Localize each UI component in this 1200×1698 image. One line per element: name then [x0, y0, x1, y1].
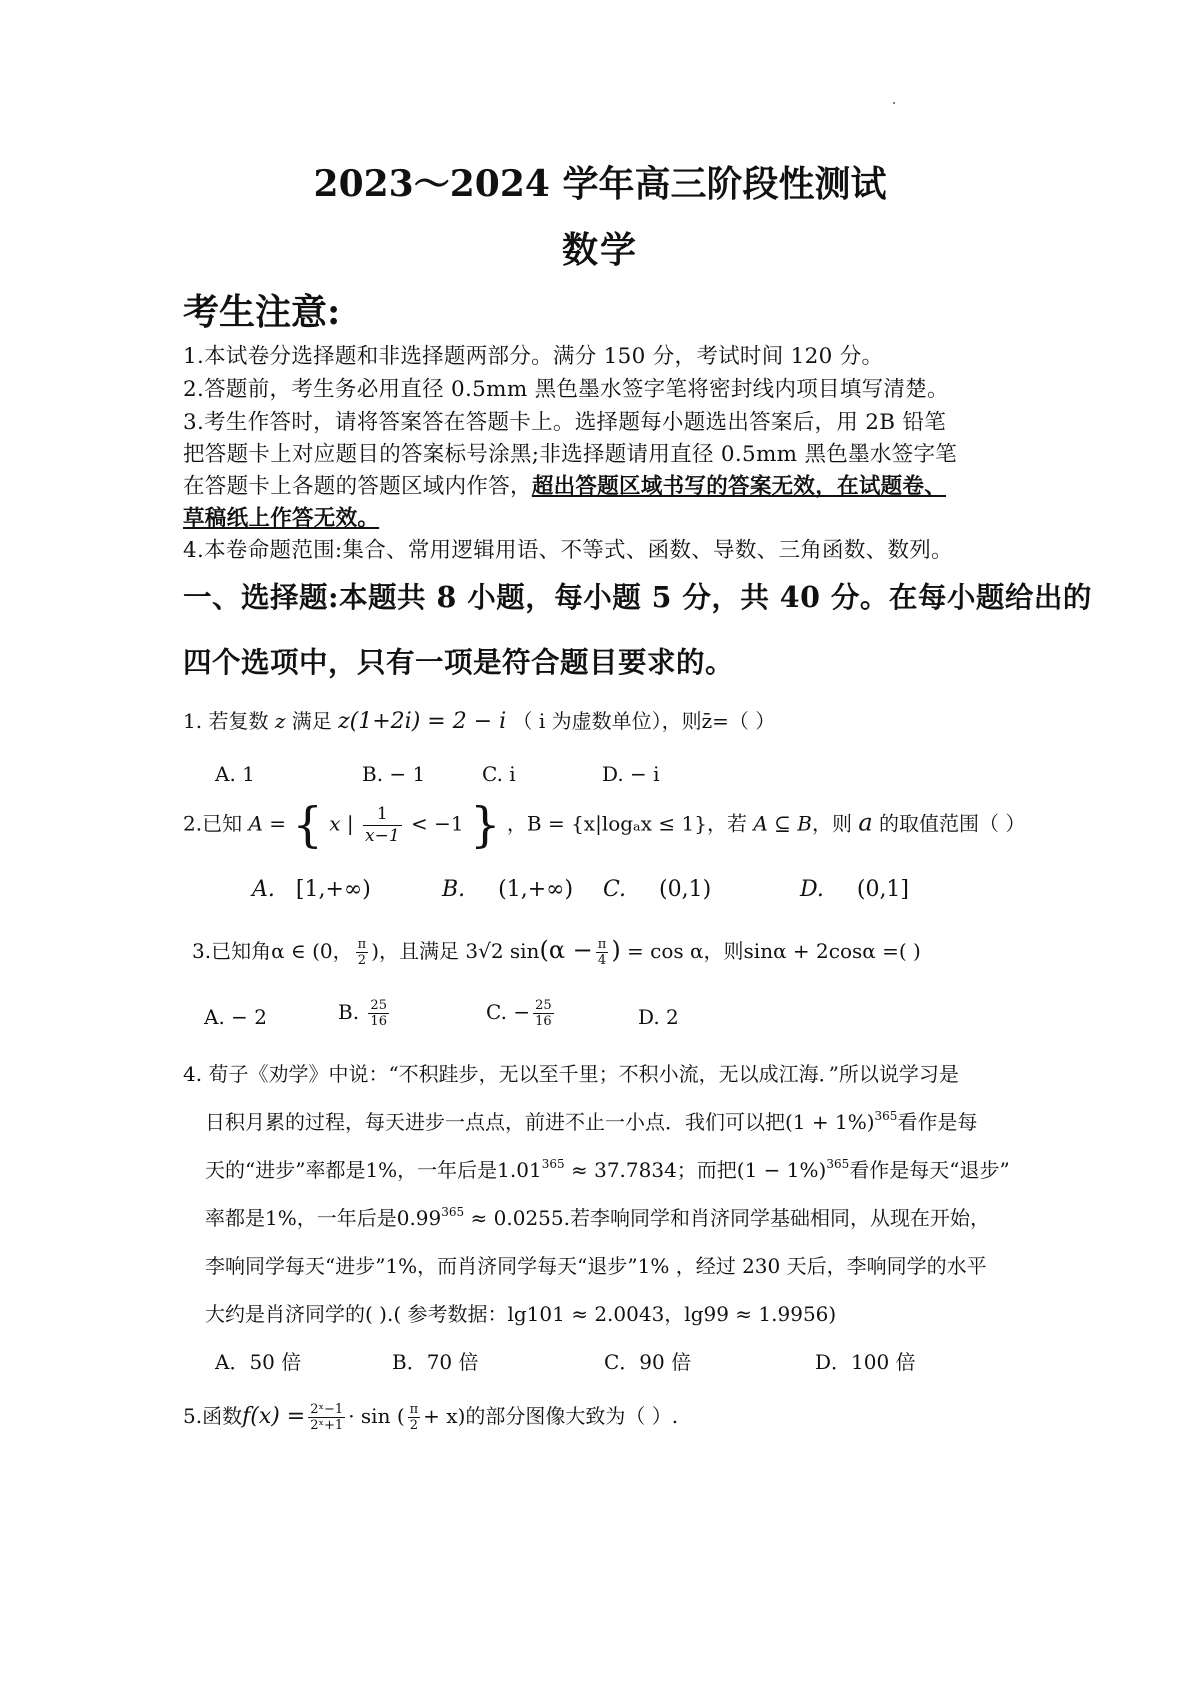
notice-item-4: 4.本卷命题范围:集合、常用逻辑用语、不等式、函数、导数、三角函数、数列。	[183, 538, 953, 563]
q3-option-c-fraction	[533, 998, 554, 1029]
notice-item-3-line-2: 把答题卡上对应题目的答案标号涂黑;非选择题请用直径 0.5mm 黑色墨水签字笔	[183, 442, 958, 467]
q5-frac-num: 2ˣ−1	[310, 1402, 344, 1417]
notice-item-3-warning: 超出答题区域书写的答案无效，在试题卷、	[531, 474, 947, 499]
q3-arg-den: 4	[597, 953, 607, 968]
q2-option-a-value: [1,+∞)	[295, 877, 371, 902]
q2-option-a	[252, 877, 371, 902]
q2-option-c-label: C.	[603, 877, 627, 902]
notice-item-3-plain: 在答题卡上各题的答题区域内作答，	[183, 474, 532, 499]
q1-variable: z	[274, 709, 286, 733]
q3-option-b-den: 16	[370, 1014, 387, 1029]
notice-item-3-warning-cont: 草稿纸上作答无效。	[183, 506, 380, 531]
q1-option-d: D. − i	[602, 762, 660, 786]
q2-option-d-label: D.	[800, 877, 824, 902]
q4-line-1: 4. 荀子《劝学》中说：“不积跬步，无以至千里；不积小流，无以成江海．”所以说学习是	[183, 1062, 959, 1086]
q2-option-a-label: A.	[252, 877, 275, 902]
q2-option-c	[603, 877, 711, 902]
q1-option-b: B. − 1	[362, 762, 426, 786]
q1-mid: 满足	[291, 709, 332, 733]
q3-arg-left: (α −	[539, 936, 593, 964]
q1-equation: z(1+2i) = 2 − i	[338, 709, 507, 734]
q3-option-c-den: 16	[535, 1014, 552, 1029]
q2-frac-num: 1	[363, 804, 402, 826]
q4-line-2-b: 看作是每	[897, 1110, 978, 1134]
question-2	[183, 797, 1025, 853]
q3-option-c-sign: −	[513, 1000, 531, 1024]
q3-pi-num: π	[357, 937, 367, 952]
q2-set-b: ，B = {x|logₐx ≤ 1}，若	[506, 811, 747, 836]
q2-set-a-label: A =	[248, 811, 287, 836]
q3-option-a	[204, 1005, 267, 1029]
q3-option-c-num: 25	[535, 998, 552, 1013]
q4-line-2-a: 日积月累的过程，每天进步一点点，前进不止一小点．我们可以把(1 + 1%)	[205, 1110, 875, 1134]
q4-line-4-exp: 365	[441, 1205, 465, 1219]
q3-mid: )，且满足 3√2 sin	[371, 939, 540, 963]
q4-line-4-b: ≈ 0.0255.若李响同学和肖济同学基础相同，从现在开始，	[464, 1206, 990, 1230]
q3-tail: = cos α，则sinα + 2cosα =( )	[620, 939, 921, 963]
notice-item-3-line-1: 3.考生作答时，请将答案答在答题卡上。选择题每小题选出答案后，用 2B 铅笔	[183, 410, 947, 435]
q5-tail: + x)的部分图像大致为（ ）.	[423, 1404, 679, 1428]
section-1-heading-line-2: 四个选项中，只有一项是符合题目要求的。	[183, 645, 735, 679]
right-brace: }	[470, 797, 501, 853]
notice-heading: 考生注意:	[183, 291, 341, 333]
question-3	[192, 935, 921, 968]
q3-arg-num: π	[597, 937, 607, 952]
q1-prefix: 1. 若复数	[183, 709, 269, 733]
q4-line-3-exp-1: 365	[541, 1157, 565, 1171]
q1-option-a: A. 1	[215, 762, 255, 786]
q2-a-var: a	[858, 808, 873, 837]
question-1	[183, 705, 775, 734]
q4-option-b: B．70 倍	[392, 1350, 479, 1374]
q4-line-4	[205, 1202, 990, 1231]
q3-pi-den: 2	[357, 953, 367, 968]
q2-option-b-value: (1,+∞)	[498, 877, 574, 902]
q4-line-2	[205, 1106, 977, 1135]
q3-option-a-value: − 2	[231, 1005, 268, 1029]
q4-line-5: 李响同学每天“进步”1%，而肖济同学每天“退步”1% ，经过 230 天后，李响同学的水平	[205, 1254, 987, 1278]
q2-frac-den: x−1	[365, 825, 400, 846]
left-brace: {	[292, 797, 323, 853]
q3-option-d	[638, 1005, 679, 1029]
q4-line-6: 大约是肖济同学的( ).( 参考数据：lg101 ≈ 2.0043，lg99 ≈ 1.9956)	[205, 1302, 837, 1326]
q4-line-3-a: 天的“进步”率都是1%，一年后是1.01	[205, 1158, 542, 1182]
q2-tail-2: 的取值范围（ ）	[879, 811, 1026, 836]
q4-option-a: A．50 倍	[215, 1350, 302, 1374]
q2-option-b	[442, 877, 573, 902]
q3-option-b-num: 25	[370, 998, 387, 1013]
q5-frac-den: 2ˣ+1	[310, 1418, 344, 1433]
notice-item-1: 1.本试卷分选择题和非选择题两部分。满分 150 分，考试时间 120 分。	[183, 344, 884, 369]
section-1-heading-line-1: 一、选择题:本题共 8 小题，每小题 5 分，共 40 分。在每小题给出的	[183, 580, 1092, 614]
q2-prefix: 2.已知	[183, 811, 243, 836]
q2-option-b-label: B.	[442, 877, 466, 902]
q2-condition: A ⊆ B	[753, 811, 812, 836]
q2-option-c-value: (0,1)	[659, 877, 712, 902]
q3-arg-right: )	[611, 936, 621, 964]
exam-subject: 数学	[561, 229, 638, 271]
q4-option-c: C．90 倍	[604, 1350, 692, 1374]
q5-pi-num: π	[409, 1402, 419, 1417]
q2-set-a-var: x |	[329, 811, 354, 836]
q3-option-b-label: B.	[338, 1000, 360, 1024]
q4-option-d: D．100 倍	[815, 1350, 916, 1374]
q3-prefix: 3.已知角α ∈ (0，	[192, 939, 353, 963]
q1-option-c: C. i	[482, 762, 516, 786]
stray-dot	[893, 102, 895, 104]
q4-line-3-b: ≈ 37.7834；而把(1 − 1%)	[564, 1158, 827, 1182]
q3-option-d-label: D.	[638, 1005, 660, 1029]
q2-tail: ，则	[811, 811, 852, 836]
q3-option-b	[338, 998, 392, 1029]
q4-line-3-c: 看作是每天“退步”	[849, 1158, 1010, 1182]
notice-item-2: 2.答题前，考生务必用直径 0.5mm 黑色墨水签字笔将密封线内项目填写清楚。	[183, 377, 949, 402]
q4-line-3	[205, 1154, 1010, 1183]
q4-line-4-a: 率都是1%，一年后是0.99	[205, 1206, 442, 1230]
exam-title: 2023～2024 学年高三阶段性测试	[313, 163, 887, 205]
q4-line-3-exp-2: 365	[826, 1157, 850, 1171]
question-5	[183, 1400, 678, 1433]
q5-pi-over-2	[408, 1402, 421, 1433]
q3-pi-over-2	[356, 937, 369, 968]
q3-pi-over-4	[596, 937, 609, 968]
q5-function: f(x) =	[242, 1404, 306, 1429]
q2-set-a-ineq: < −1	[411, 811, 464, 836]
q3-option-a-label: A.	[204, 1005, 225, 1029]
q4-line-2-exp: 365	[874, 1109, 898, 1123]
q1-note: （ i 为虚数单位），则z̄=（ ）	[512, 709, 776, 733]
q3-option-c	[486, 998, 557, 1029]
q5-prefix: 5.函数	[183, 1404, 243, 1428]
q3-option-d-value: 2	[666, 1005, 679, 1029]
q5-pi-den: 2	[409, 1418, 419, 1433]
q3-option-c-label: C.	[486, 1000, 507, 1024]
q2-fraction	[363, 804, 402, 847]
q2-option-d-value: (0,1]	[856, 877, 910, 902]
q3-option-b-fraction	[368, 998, 389, 1029]
q5-fraction	[308, 1402, 345, 1433]
q2-option-d	[800, 877, 909, 902]
notice-item-3-line-4	[183, 501, 379, 532]
notice-item-3-line-3	[183, 469, 946, 500]
q5-mid: · sin (	[348, 1404, 405, 1428]
